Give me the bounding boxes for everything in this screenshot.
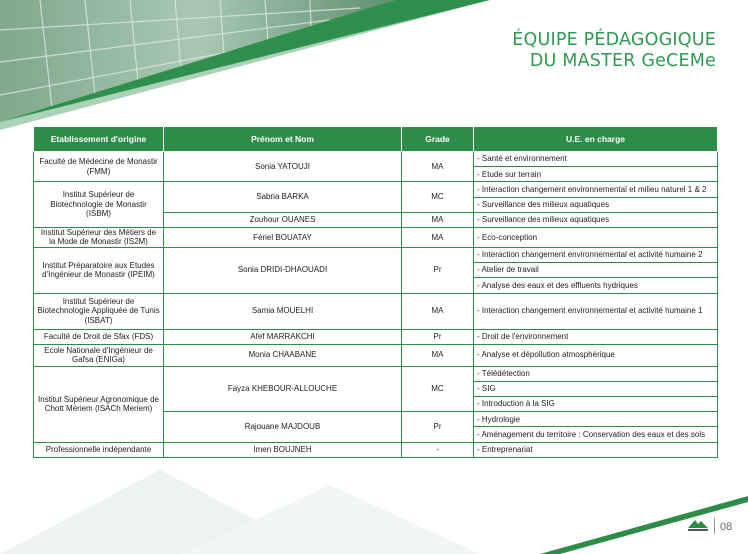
- ue-cell: - SIG: [474, 381, 718, 396]
- grade-cell: -: [402, 442, 474, 457]
- grade-cell: MA: [402, 152, 474, 182]
- header-ue: U.E. en charge: [474, 127, 718, 152]
- name-cell: Imen BOUJNEH: [164, 442, 402, 457]
- title-line-1: ÉQUIPE PÉDAGOGIQUE: [512, 30, 716, 50]
- page-title: [512, 30, 716, 72]
- name-cell: Monia CHAABANE: [164, 344, 402, 366]
- etablissement-cell: Institut Supérieur des Métiers de la Mode de Monastir (IS2M): [34, 227, 164, 247]
- header-nom: Prénom et Nom: [164, 127, 402, 152]
- grade-cell: Pr: [402, 247, 474, 293]
- name-cell: Rajouane MAJDOUB: [164, 412, 402, 442]
- etablissement-cell: Faculté de Médecine de Monastir (FMM): [34, 152, 164, 182]
- ue-cell: - Interaction changement environnemental et activité humaine 1: [474, 293, 718, 329]
- grade-cell: MA: [402, 344, 474, 366]
- ue-cell: - Analyse et dépollution atmosphérique: [474, 344, 718, 366]
- etablissement-cell: Institut Supérieur de Biotechnologie de Monastir (ISBM): [34, 182, 164, 228]
- grade-cell: MA: [402, 227, 474, 247]
- ue-cell: - Interaction changement environnemental et milieu naturel 1 & 2: [474, 182, 718, 197]
- ue-cell: - Droit de l'environnement: [474, 329, 718, 344]
- name-cell: Zouhour OUANES: [164, 212, 402, 227]
- university-logo-icon: [688, 518, 708, 532]
- footer-stripe: [0, 494, 748, 554]
- name-cell: Sonia DRIDI-DHAOUADI: [164, 247, 402, 293]
- grade-cell: MC: [402, 182, 474, 212]
- ue-cell: - Hydrologie: [474, 412, 718, 427]
- ue-cell: - Atelier de travail: [474, 263, 718, 278]
- grade-cell: Pr: [402, 412, 474, 442]
- ue-cell: - Eco-conception: [474, 227, 718, 247]
- name-cell: Afef MARRAKCHI: [164, 329, 402, 344]
- name-cell: Sabria BARKA: [164, 182, 402, 212]
- name-cell: Fériel BOUATAY: [164, 227, 402, 247]
- page-number-divider: [714, 518, 715, 534]
- table-row: [34, 344, 718, 366]
- etablissement-cell: Institut Supérieur Agronomique de Chott Mériem (ISACh Meriem): [34, 366, 164, 442]
- grade-cell: MA: [402, 212, 474, 227]
- ue-cell: - Analyse des eaux et des effluents hydriques: [474, 278, 718, 293]
- table-row: [34, 152, 718, 167]
- header-etablissement: Etablissement d'origine: [34, 127, 164, 152]
- grade-cell: MA: [402, 293, 474, 329]
- ue-cell: - Interaction changement environnemental et activité humaine 2: [474, 247, 718, 262]
- ue-cell: - Etude sur terrain: [474, 167, 718, 182]
- etablissement-cell: Institut Supérieur de Biotechnologie Appliquée de Tunis (ISBAT): [34, 293, 164, 329]
- table-row: [34, 247, 718, 262]
- etablissement-cell: Faculté de Droit de Sfax (FDS): [34, 329, 164, 344]
- table-row: [34, 182, 718, 197]
- teaching-staff-table: [33, 126, 718, 458]
- grade-cell: Pr: [402, 329, 474, 344]
- ue-cell: - Surveillance des milieux aquatiques: [474, 212, 718, 227]
- grade-cell: MC: [402, 366, 474, 412]
- etablissement-cell: Institut Préparatoire aux Etudes d'Ingénieur de Monastir (IPEIM): [34, 247, 164, 293]
- ue-cell: - Télédétection: [474, 366, 718, 381]
- ue-cell: - Santé et environnement: [474, 152, 718, 167]
- ue-cell: - Aménagement du territoire : Conservation des eaux et des sols: [474, 427, 718, 442]
- table-row: [34, 293, 718, 329]
- table-row: [34, 442, 718, 457]
- ue-cell: - Surveillance des milieux aquatiques: [474, 197, 718, 212]
- table-row: [34, 227, 718, 247]
- header-grade: Grade: [402, 127, 474, 152]
- table-header-row: [34, 127, 718, 152]
- page-number: 08: [720, 521, 733, 533]
- name-cell: Sonia YATOUJI: [164, 152, 402, 182]
- etablissement-cell: Ecole Nationale d'Ingénieur de Gafsa (ENIGa): [34, 344, 164, 366]
- name-cell: Samia MOUELHI: [164, 293, 402, 329]
- ue-cell: - Introduction à la SIG: [474, 397, 718, 412]
- name-cell: Fayza KHEBOUR-ALLOUCHE: [164, 366, 402, 412]
- ue-cell: - Entreprenariat: [474, 442, 718, 457]
- etablissement-cell: Professionnelle indépendante: [34, 442, 164, 457]
- table-row: [34, 366, 718, 381]
- table-row: [34, 329, 718, 344]
- title-line-2: DU MASTER GeCEMe: [529, 51, 716, 71]
